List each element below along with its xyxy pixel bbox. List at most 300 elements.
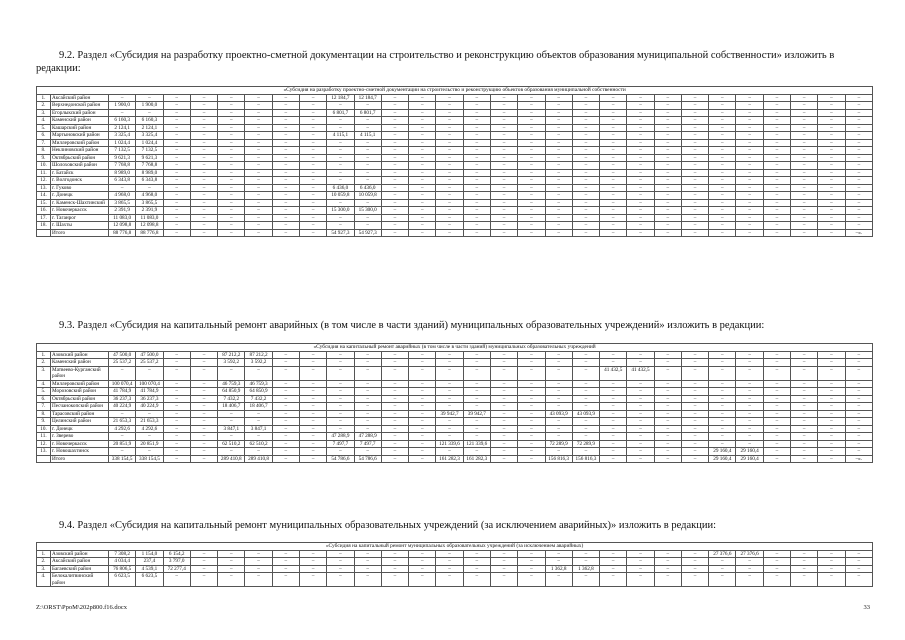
value-cell: – xyxy=(245,573,272,587)
value-cell: – xyxy=(490,395,517,403)
value-cell: – xyxy=(218,418,245,426)
value-cell: – xyxy=(845,380,872,388)
value-cell: 88 776,8 xyxy=(109,229,136,237)
value-cell: – xyxy=(654,162,681,170)
value-cell: 64 850,9 xyxy=(245,388,272,396)
value-cell: – xyxy=(436,192,463,200)
value-cell: – xyxy=(245,102,272,110)
value-cell: – xyxy=(381,410,408,418)
value-cell: – xyxy=(218,162,245,170)
section-heading-9-4: 9.4. Раздел «Субсидия на капитальный ремонт муниципальных образовательных учреждений (за исключением аварийных)» изложить в редакции: xyxy=(59,520,717,531)
municipality-name: г. Батайск xyxy=(51,169,109,177)
value-cell: – xyxy=(518,199,545,207)
value-cell: – xyxy=(354,169,381,177)
value-cell: – xyxy=(627,455,654,463)
value-cell: – xyxy=(490,139,517,147)
value-cell: – xyxy=(463,117,490,125)
value-cell: – xyxy=(463,154,490,162)
value-cell: – xyxy=(791,177,818,185)
value-cell: – xyxy=(436,207,463,215)
value-cell: – xyxy=(654,154,681,162)
value-cell: – xyxy=(163,154,190,162)
value-cell: – xyxy=(518,207,545,215)
value-cell: – xyxy=(736,154,763,162)
value-cell: – xyxy=(763,440,790,448)
value-cell: – xyxy=(436,139,463,147)
row-number: 1. xyxy=(37,550,51,558)
value-cell: – xyxy=(436,229,463,237)
value-cell: – xyxy=(190,366,217,380)
table-section-9-2 xyxy=(36,86,873,237)
value-cell: – xyxy=(572,359,599,367)
row-number: 10. xyxy=(37,162,51,170)
value-cell: – xyxy=(518,124,545,132)
row-number: 11. xyxy=(37,433,51,441)
value-cell: – xyxy=(818,147,845,155)
value-cell: – xyxy=(272,162,299,170)
value-cell: – xyxy=(627,380,654,388)
value-cell: – xyxy=(436,359,463,367)
value-cell: – xyxy=(163,207,190,215)
value-cell: – xyxy=(490,102,517,110)
value-cell: – xyxy=(381,558,408,566)
value-cell: – xyxy=(109,366,136,380)
municipality-name: г. Таганрог xyxy=(51,214,109,222)
value-cell: – xyxy=(600,351,627,359)
value-cell: – xyxy=(218,184,245,192)
value-cell: – xyxy=(763,154,790,162)
value-cell: – xyxy=(381,425,408,433)
value-cell: – xyxy=(572,94,599,102)
municipality-name: Белокалитвинский район xyxy=(51,573,109,587)
value-cell: – xyxy=(600,192,627,200)
value-cell: – xyxy=(818,395,845,403)
value-cell: – xyxy=(381,351,408,359)
value-cell: – xyxy=(463,573,490,587)
table-caption: «Субсидия на разработку проектно-сметной документации на строительство и реконструкцию объектов образования муниципальной собственности xyxy=(37,87,873,95)
municipality-name: Итого xyxy=(51,455,109,463)
value-cell: – xyxy=(791,425,818,433)
value-cell: 7 432,2 xyxy=(245,395,272,403)
value-cell: – xyxy=(272,565,299,573)
value-cell: – xyxy=(627,132,654,140)
value-cell: – xyxy=(327,359,354,367)
value-cell: – xyxy=(709,162,736,170)
value-cell: – xyxy=(600,410,627,418)
value-cell: – xyxy=(545,351,572,359)
value-cell: – xyxy=(845,418,872,426)
value-cell: – xyxy=(627,154,654,162)
section-heading-9-2: 9.2. Раздел «Субсидия на разработку проектно-сметной документации на строительство и реконструкцию объектов образования муниципальной собственности» изложить в редакции: xyxy=(36,50,835,74)
value-cell: – xyxy=(190,418,217,426)
value-cell: – xyxy=(763,425,790,433)
value-cell: – xyxy=(272,410,299,418)
value-cell: – xyxy=(272,94,299,102)
value-cell: – xyxy=(600,109,627,117)
value-cell: – xyxy=(763,418,790,426)
value-cell: – xyxy=(218,222,245,230)
value-cell: – xyxy=(327,214,354,222)
value-cell: – xyxy=(190,184,217,192)
value-cell: – xyxy=(436,169,463,177)
value-cell: – xyxy=(299,558,326,566)
value-cell: – xyxy=(681,139,708,147)
value-cell: – xyxy=(845,192,873,200)
value-cell: – xyxy=(845,388,872,396)
value-cell: – xyxy=(381,177,408,185)
value-cell: – xyxy=(791,359,818,367)
value-cell: – xyxy=(763,109,790,117)
value-cell: – xyxy=(736,184,763,192)
value-cell: – xyxy=(490,222,517,230)
value-cell: – xyxy=(272,192,299,200)
value-cell: – xyxy=(409,403,436,411)
value-cell: – xyxy=(791,418,818,426)
municipality-name: Каменский район xyxy=(51,359,109,367)
value-cell: – xyxy=(327,139,354,147)
value-cell: 3 592,2 xyxy=(245,359,272,367)
value-cell: – xyxy=(681,109,708,117)
value-cell: – xyxy=(736,102,763,110)
row-number: 6. xyxy=(37,395,51,403)
value-cell: – xyxy=(818,455,845,463)
value-cell: – xyxy=(654,455,681,463)
value-cell: 43 093,9 xyxy=(545,410,572,418)
value-cell: – xyxy=(763,403,790,411)
table-row xyxy=(37,229,873,237)
value-cell: 54 927,3 xyxy=(354,229,381,237)
value-cell: – xyxy=(545,177,572,185)
value-cell: – xyxy=(518,558,545,566)
value-cell: 88 776,8 xyxy=(136,229,163,237)
value-cell: – xyxy=(245,207,272,215)
value-cell: – xyxy=(763,433,790,441)
value-cell: – xyxy=(490,169,517,177)
value-cell: 289 410,8 xyxy=(218,455,245,463)
municipality-name: Тарасовский район xyxy=(51,410,109,418)
value-cell: – xyxy=(354,366,381,380)
value-cell: 7 308,2 xyxy=(109,550,136,558)
value-cell: – xyxy=(545,132,572,140)
value-cell: – xyxy=(299,117,326,125)
value-cell: – xyxy=(136,94,163,102)
value-cell: – xyxy=(818,440,845,448)
value-cell: – xyxy=(490,380,517,388)
value-cell: – xyxy=(245,366,272,380)
value-cell: – xyxy=(463,184,490,192)
value-cell: – xyxy=(272,366,299,380)
value-cell: – xyxy=(845,359,872,367)
value-cell: – xyxy=(736,162,763,170)
value-cell: 7 132,5 xyxy=(109,147,136,155)
value-cell: – xyxy=(681,147,708,155)
value-cell: – xyxy=(818,351,845,359)
value-cell: – xyxy=(654,229,681,237)
value-cell: – xyxy=(272,395,299,403)
value-cell: – xyxy=(190,440,217,448)
value-cell: – xyxy=(409,425,436,433)
value-cell: – xyxy=(245,550,272,558)
value-cell: – xyxy=(163,102,190,110)
value-cell: – xyxy=(327,395,354,403)
value-cell: – xyxy=(518,388,545,396)
value-cell: – xyxy=(627,222,654,230)
value-cell: – xyxy=(409,448,436,456)
value-cell: – xyxy=(381,154,408,162)
value-cell: – xyxy=(654,147,681,155)
value-cell: – xyxy=(354,448,381,456)
value-cell: – xyxy=(381,440,408,448)
value-cell: 27 376,6 xyxy=(709,550,736,558)
row-number: 10. xyxy=(37,425,51,433)
value-cell: – xyxy=(709,132,736,140)
value-cell: – xyxy=(409,229,436,237)
value-cell: – xyxy=(681,154,708,162)
value-cell: – xyxy=(818,199,845,207)
value-cell: – xyxy=(218,558,245,566)
value-cell: – xyxy=(736,214,763,222)
value-cell: 9 621,3 xyxy=(136,154,163,162)
value-cell: 6 801,7 xyxy=(327,109,354,117)
value-cell: – xyxy=(490,162,517,170)
table-row xyxy=(37,139,873,147)
value-cell: – xyxy=(600,184,627,192)
table-row xyxy=(37,214,873,222)
value-cell: – xyxy=(654,207,681,215)
value-cell: – xyxy=(572,351,599,359)
value-cell: – xyxy=(436,102,463,110)
value-cell: – xyxy=(354,425,381,433)
value-cell: – xyxy=(490,433,517,441)
value-cell: – xyxy=(845,214,873,222)
value-cell: – xyxy=(654,117,681,125)
value-cell: 43 093,9 xyxy=(572,410,599,418)
value-cell: – xyxy=(791,154,818,162)
value-cell: – xyxy=(409,102,436,110)
municipality-name: г. Новочеркасск xyxy=(51,207,109,215)
value-cell: – xyxy=(518,147,545,155)
value-cell: – xyxy=(518,102,545,110)
value-cell: – xyxy=(681,395,708,403)
value-cell: – xyxy=(791,207,818,215)
value-cell: – xyxy=(763,565,790,573)
table-row xyxy=(37,147,873,155)
value-cell: – xyxy=(463,550,490,558)
value-cell: – xyxy=(654,410,681,418)
value-cell: 25 537,2 xyxy=(109,359,136,367)
value-cell: – xyxy=(354,147,381,155)
value-cell: – xyxy=(463,366,490,380)
value-cell: – xyxy=(163,403,190,411)
value-cell: – xyxy=(381,184,408,192)
value-cell: – xyxy=(736,403,763,411)
value-cell: – xyxy=(600,154,627,162)
value-cell: – xyxy=(490,192,517,200)
value-cell: – xyxy=(409,388,436,396)
value-cell: – xyxy=(463,177,490,185)
value-cell: – xyxy=(299,425,326,433)
value-cell: – xyxy=(490,425,517,433)
row-number: 8. xyxy=(37,147,51,155)
municipality-name: г. Новошахтинск xyxy=(51,448,109,456)
value-cell: – xyxy=(190,359,217,367)
value-cell: – xyxy=(818,573,845,587)
value-cell: – xyxy=(654,380,681,388)
value-cell: 8 989,0 xyxy=(136,169,163,177)
value-cell: – xyxy=(681,207,708,215)
value-cell: – xyxy=(654,109,681,117)
table-row xyxy=(37,440,873,448)
value-cell: – xyxy=(709,565,736,573)
row-number: 4. xyxy=(37,573,51,587)
value-cell: – xyxy=(490,154,517,162)
value-cell: – xyxy=(163,214,190,222)
value-cell: – xyxy=(245,418,272,426)
value-cell: – xyxy=(190,229,217,237)
value-cell: – xyxy=(381,139,408,147)
value-cell: – xyxy=(627,117,654,125)
table-row xyxy=(37,102,873,110)
value-cell: – xyxy=(463,94,490,102)
value-cell: – xyxy=(600,214,627,222)
value-cell: – xyxy=(545,124,572,132)
value-cell: – xyxy=(736,124,763,132)
value-cell: – xyxy=(681,222,708,230)
value-cell: – xyxy=(763,558,790,566)
value-cell: – xyxy=(354,403,381,411)
value-cell: – xyxy=(327,162,354,170)
municipality-name: г. Каменск-Шахтинский xyxy=(51,199,109,207)
value-cell: – xyxy=(272,177,299,185)
value-cell: – xyxy=(463,388,490,396)
municipality-name: г. Донецк xyxy=(51,192,109,200)
value-cell: – xyxy=(627,440,654,448)
value-cell: – xyxy=(545,214,572,222)
value-cell: – xyxy=(327,154,354,162)
value-cell: – xyxy=(627,448,654,456)
value-cell: – xyxy=(463,558,490,566)
value-cell: – xyxy=(299,550,326,558)
value-cell: – xyxy=(627,109,654,117)
municipality-name: Песчанокопский район xyxy=(51,403,109,411)
value-cell: – xyxy=(436,425,463,433)
value-cell: – xyxy=(245,94,272,102)
value-cell: – xyxy=(600,177,627,185)
value-cell: 3 797,0 xyxy=(163,558,190,566)
value-cell: – xyxy=(709,418,736,426)
value-cell: – xyxy=(518,448,545,456)
value-cell: – xyxy=(600,102,627,110)
value-cell: 20 851,9 xyxy=(109,440,136,448)
value-cell: – xyxy=(845,162,873,170)
value-cell: – xyxy=(681,124,708,132)
value-cell: – xyxy=(299,403,326,411)
value-cell: – xyxy=(763,573,790,587)
value-cell: – xyxy=(736,410,763,418)
value-cell: – xyxy=(299,177,326,185)
value-cell: – xyxy=(518,109,545,117)
value-cell: 4 292,6 xyxy=(136,425,163,433)
value-cell: – xyxy=(736,558,763,566)
value-cell: – xyxy=(600,359,627,367)
value-cell: – xyxy=(654,558,681,566)
value-cell: – xyxy=(409,359,436,367)
value-cell: – xyxy=(436,147,463,155)
value-cell: 12 098,8 xyxy=(136,222,163,230)
value-cell: – xyxy=(600,199,627,207)
value-cell: – xyxy=(490,199,517,207)
row-number: 9. xyxy=(37,154,51,162)
value-cell: – xyxy=(545,380,572,388)
value-cell: 36 237,3 xyxy=(109,395,136,403)
value-cell: 338 154,5 xyxy=(109,455,136,463)
value-cell: – xyxy=(409,124,436,132)
value-cell: – xyxy=(791,132,818,140)
row-number: 12. xyxy=(37,440,51,448)
value-cell: – xyxy=(818,359,845,367)
value-cell: – xyxy=(681,214,708,222)
value-cell: – xyxy=(272,199,299,207)
value-cell: – xyxy=(490,558,517,566)
value-cell: – xyxy=(136,410,163,418)
value-cell: – xyxy=(299,388,326,396)
value-cell: – xyxy=(245,565,272,573)
value-cell: – xyxy=(518,440,545,448)
value-cell: – xyxy=(600,124,627,132)
value-cell: – xyxy=(409,214,436,222)
value-cell: – xyxy=(763,184,790,192)
value-cell: – xyxy=(600,448,627,456)
value-cell: – xyxy=(218,192,245,200)
value-cell: – xyxy=(572,147,599,155)
value-cell: – xyxy=(545,162,572,170)
value-cell: – xyxy=(272,102,299,110)
value-cell: – xyxy=(381,214,408,222)
value-cell: – xyxy=(327,388,354,396)
value-cell: 8 989,0 xyxy=(109,169,136,177)
value-cell: – xyxy=(518,229,545,237)
municipality-name: г. Гуково xyxy=(51,184,109,192)
value-cell: – xyxy=(791,455,818,463)
value-cell: – xyxy=(572,154,599,162)
value-cell: – xyxy=(627,207,654,215)
value-cell: – xyxy=(545,433,572,441)
value-cell: – xyxy=(436,448,463,456)
value-cell: – xyxy=(272,154,299,162)
value-cell: – xyxy=(190,222,217,230)
value-cell: – xyxy=(463,425,490,433)
value-cell: 7 497,7 xyxy=(354,440,381,448)
value-cell: – xyxy=(791,550,818,558)
value-cell: – xyxy=(572,162,599,170)
value-cell: – xyxy=(381,109,408,117)
row-number xyxy=(37,229,51,237)
value-cell: – xyxy=(845,351,872,359)
value-cell: – xyxy=(327,550,354,558)
value-cell: 47 288,9 xyxy=(354,433,381,441)
value-cell: – xyxy=(818,169,845,177)
value-cell: – xyxy=(654,124,681,132)
value-cell: – xyxy=(545,388,572,396)
value-cell: – xyxy=(736,388,763,396)
value-cell: 338 154,5 xyxy=(136,455,163,463)
value-cell: – xyxy=(709,192,736,200)
value-cell: – xyxy=(163,184,190,192)
value-cell: – xyxy=(545,147,572,155)
value-cell: – xyxy=(518,433,545,441)
value-cell: – xyxy=(763,380,790,388)
value-cell: – xyxy=(600,403,627,411)
